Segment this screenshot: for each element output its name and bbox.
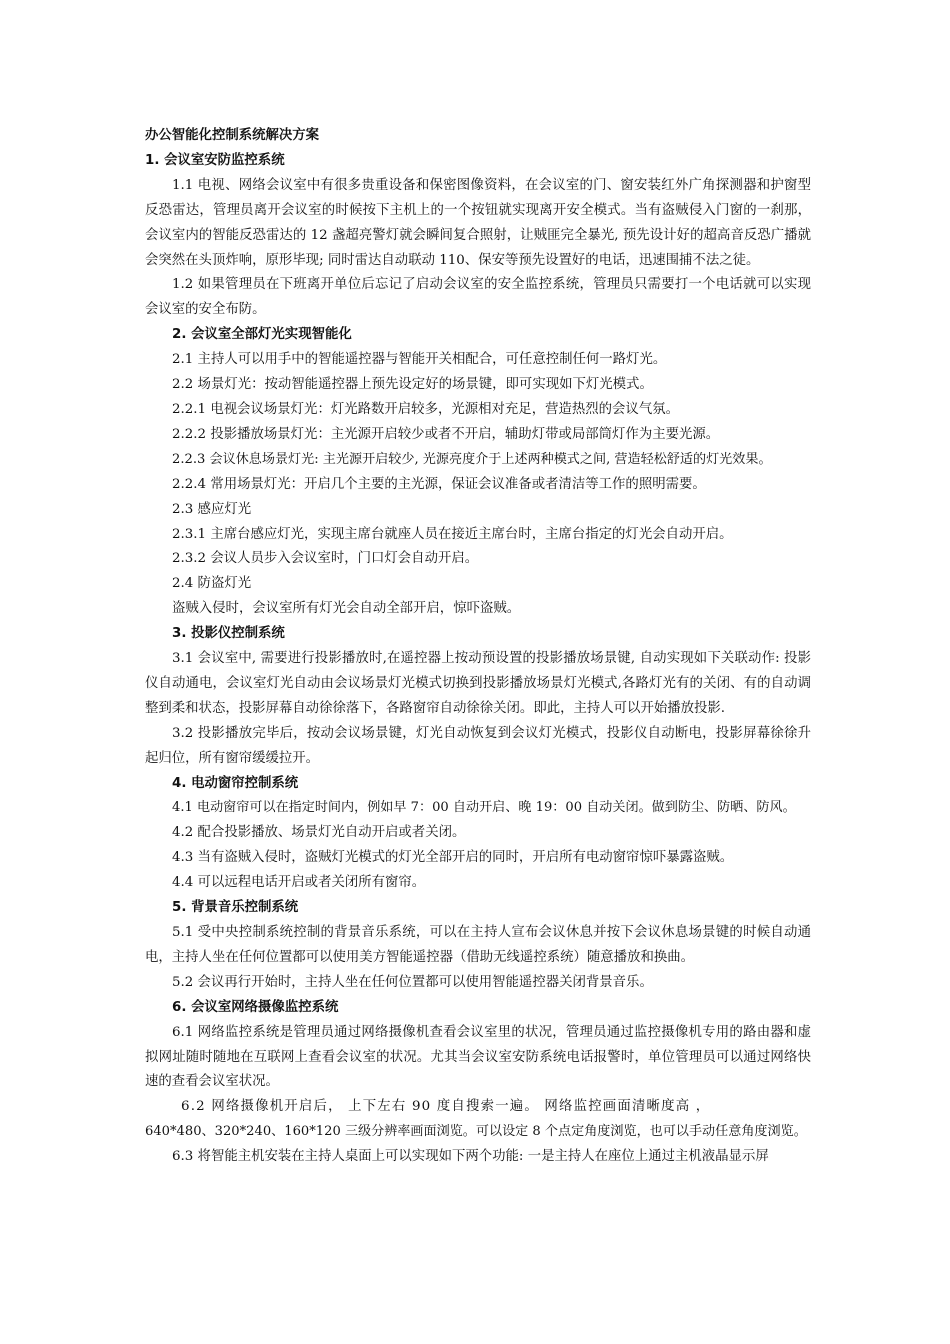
item-2-1: 2.1 主持人可以用手中的智能遥控器与智能开关相配合，可任意控制任何一路灯光。 xyxy=(172,352,667,368)
paragraph-6-1: 6.1 网络监控系统是管理员通过网络摄像机查看会议室里的状况，管理员通过监控摄像机专用的路由器和虚拟网址随时随地在互联网上查看会议室的状况。尤其当会议室安防系统电话报警时，单位管理员可以通过网络快速的查看会议室状况。 xyxy=(145,1024,811,1090)
item-4-1: 4.1 电动窗帘可以在指定时间内，例如早 7：00 自动开启、晚 19：00 自动关闭。做到防尘、防晒、防风。 xyxy=(172,800,796,816)
paragraph-1-1: 1.1 电视、网络会议室中有很多贵重设备和保密图像资料，在会议室的门、窗安装红外广角探测器和护窗型反恐雷达，管理员离开会议室的时候按下主机上的一个按钮就实现离开安全模式。当有盗贼侵入门窗的一刹那，会议室内的智能反恐雷达的 12 盏超亮警灯就会瞬间复合照射，让贼匪完全暴光, 预先设计好的超高音反恐广播就会突然在头顶炸响，原形毕现; 同时雷达自动联动 110、保安等预先设置好的电话，迅速围捕不法之徒。 xyxy=(145,177,811,268)
item-2-2-4: 2.2.4 常用场景灯光：开启几个主要的主光源，保证会议准备或者清洁等工作的照明需要。 xyxy=(172,476,706,492)
paragraph-3-2: 3.2 投影播放完毕后，按动会议场景键，灯光自动恢复到会议灯光模式，投影仪自动断电，投影屏幕徐徐升起归位，所有窗帘缓缓拉开。 xyxy=(145,725,811,766)
item-2-3-2: 2.3.2 会议人员步入会议室时，门口灯会自动开启。 xyxy=(172,551,479,567)
section-1-heading: 1. 会议室安防监控系统 xyxy=(145,152,285,168)
item-2-2-2: 2.2.2 投影播放场景灯光：主光源开启较少或者不开启，辅助灯带或局部筒灯作为主要光源。 xyxy=(172,426,720,442)
paragraph-1-2: 1.2 如果管理员在下班离开单位后忘记了启动会议室的安全监控系统，管理员只需要打一个电话就可以实现会议室的安全布防。 xyxy=(145,277,811,318)
item-4-3: 4.3 当有盗贼入侵时，盗贼灯光模式的灯光全部开启的同时，开启所有电动窗帘惊吓暴露盗贼。 xyxy=(172,850,734,866)
item-4-4: 4.4 可以远程电话开启或者关闭所有窗帘。 xyxy=(172,875,426,891)
item-2-2-1: 2.2.1 电视会议场景灯光：灯光路数开启较多，光源相对充足，营造热烈的会议气氛。 xyxy=(172,401,679,417)
document-title: 办公智能化控制系统解决方案 xyxy=(145,128,320,143)
paragraph-5-1: 5.1 受中央控制系统控制的背景音乐系统，可以在主持人宣布会议休息并按下会议休息场景键的时候自动通电，主持人坐在任何位置都可以使用美方智能遥控器（借助无线遥控系统）随意播放和换曲。 xyxy=(145,925,811,965)
section-2-heading: 2. 会议室全部灯光实现智能化 xyxy=(172,327,352,343)
item-2-3: 2.3 感应灯光 xyxy=(172,501,252,517)
section-3-heading: 3. 投影仪控制系统 xyxy=(172,626,285,642)
paragraph-6-3: 6.3 将智能主机安装在主持人桌面上可以实现如下两个功能: 一是主持人在座位上通过主机液晶显示屏 xyxy=(172,1149,769,1165)
section-4-heading: 4. 电动窗帘控制系统 xyxy=(172,775,299,791)
paragraph-6-2-line-2: 640*480、320*240、160*120 三级分辨率画面浏览。可以设定 8 个点定角度浏览，也可以手动任意角度浏览。 xyxy=(145,1124,807,1140)
item-4-2: 4.2 配合投影播放、场景灯光自动开启或者关闭。 xyxy=(172,825,466,841)
section-6-heading: 6. 会议室网络摄像监控系统 xyxy=(172,999,339,1015)
item-2-4: 2.4 防盗灯光 xyxy=(172,576,252,592)
item-2-3-1: 2.3.1 主席台感应灯光，实现主席台就座人员在接近主席台时，主席台指定的灯光会自动开启。 xyxy=(172,526,733,542)
document-page xyxy=(145,124,811,1170)
item-2-2: 2.2 场景灯光：按动智能遥控器上预先设定好的场景键，即可实现如下灯光模式。 xyxy=(172,377,653,393)
paragraph-6-2-line-1: 6.2 网络摄像机开启后， 上下左右 90 度自搜索一遍。 网络监控画面清晰度高 ， xyxy=(181,1099,711,1115)
paragraph-5-2: 5.2 会议再行开始时，主持人坐在任何位置都可以使用智能遥控器关闭背景音乐。 xyxy=(172,974,653,990)
section-5-heading: 5. 背景音乐控制系统 xyxy=(172,900,299,916)
paragraph-3-1: 3.1 会议室中, 需要进行投影播放时,在遥控器上按动预设置的投影播放场景键, 自动实现如下关联动作: 投影仪自动通电，会议室灯光自动由会议场景灯光模式切换到投影播放场景灯光模式,各路灯光有的关闭、有的自动调整到柔和状态，投影屏幕自动徐徐落下，各路窗帘自动徐徐关闭。即此，主持人可以开始播放投影. xyxy=(145,651,811,716)
item-2-2-3: 2.2.3 会议休息场景灯光: 主光源开启较少, 光源亮度介于上述两种模式之间, 营造轻松舒适的灯光效果。 xyxy=(172,451,772,467)
item-2-4-text: 盗贼入侵时，会议室所有灯光会自动全部开启，惊吓盗贼。 xyxy=(172,601,521,617)
